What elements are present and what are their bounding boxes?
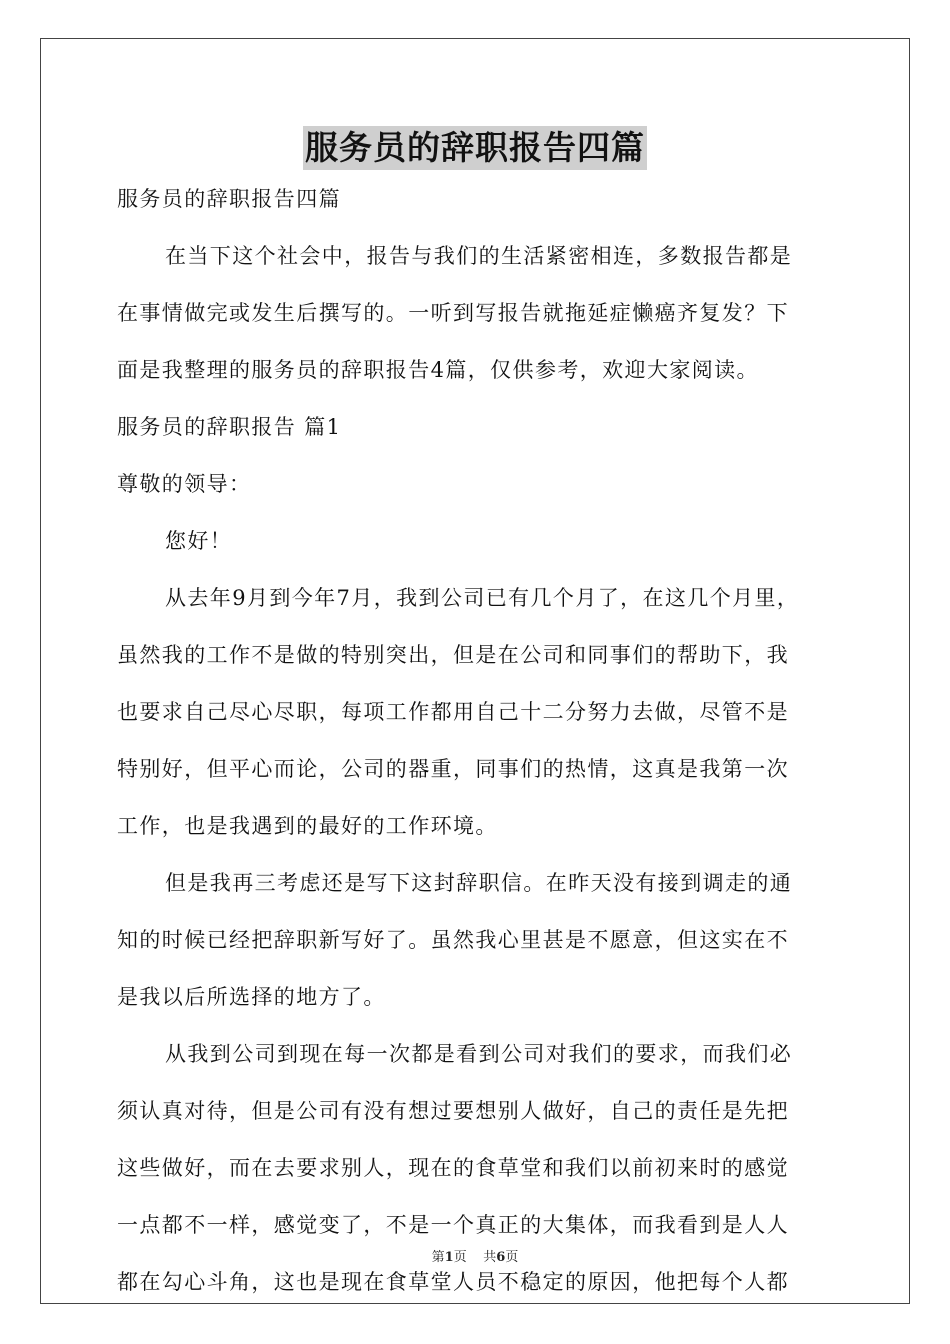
paragraph-line: 都在勾心斗角，这也是现在食草堂人员不稳定的原因，他把每个人都 [117, 1270, 789, 1294]
paragraph-line: 工作，也是我遇到的最好的工作环境。 [117, 814, 498, 838]
page-label-suffix: 页 [453, 1250, 467, 1265]
paragraph-line: 从我到公司到现在每一次都是看到公司对我们的要求，而我们必 [165, 1042, 793, 1066]
document-body [117, 180, 839, 1301]
paragraph-line: 特别好，但平心而论，公司的器重，同事们的热情，这真是我第一次 [117, 757, 789, 781]
paragraph-line: 知的时候已经把辞职新写好了。虽然我心里甚是不愿意，但这实在不 [117, 928, 789, 952]
paragraph-line: 面是我整理的服务员的辞职报告4篇，仅供参考，欢迎大家阅读。 [117, 358, 759, 382]
total-label-prefix: 共 [483, 1250, 497, 1265]
paragraph-line: 这些做好，而在去要求别人，现在的食草堂和我们以前初来时的感觉 [117, 1156, 789, 1180]
page-total: 6 [496, 1250, 506, 1265]
paragraph-line: 须认真对待，但是公司有没有想过要想别人做好，自己的责任是先把 [117, 1099, 789, 1123]
paragraph-line: 是我以后所选择的地方了。 [117, 985, 386, 1009]
paragraph-line: 也要求自己尽心尽职，每项工作都用自己十二分努力去做，尽管不是 [117, 700, 789, 724]
page-label-prefix: 第 [431, 1250, 445, 1265]
paragraph-line: 在当下这个社会中，报告与我们的生活紧密相连，多数报告都是 [165, 244, 793, 268]
page-current: 1 [444, 1250, 454, 1265]
subtitle-line: 服务员的辞职报告四篇 [117, 187, 341, 211]
paragraph-line: 从去年9月到今年7月，我到公司已有几个月了，在这几个月里， [165, 586, 800, 610]
document-title: 服务员的辞职报告四篇 [303, 126, 647, 170]
paragraph-line: 虽然我的工作不是做的特别突出，但是在公司和同事们的帮助下，我 [117, 643, 789, 667]
greeting-line: 您好！ [165, 529, 233, 553]
paragraph-line: 但是我再三考虑还是写下这封辞职信。在昨天没有接到调走的通 [165, 871, 793, 895]
salutation-line: 尊敬的领导： [117, 472, 252, 496]
title-container [0, 126, 950, 170]
paragraph-line: 在事情做完或发生后撰写的。一听到写报告就拖延症懒癌齐复发？下 [117, 301, 789, 325]
section-heading: 服务员的辞职报告 篇1 [117, 415, 342, 439]
total-label-suffix: 页 [505, 1250, 519, 1265]
paragraph-line: 一点都不一样，感觉变了，不是一个真正的大集体，而我看到是人人 [117, 1213, 789, 1237]
page-footer [0, 1246, 950, 1265]
